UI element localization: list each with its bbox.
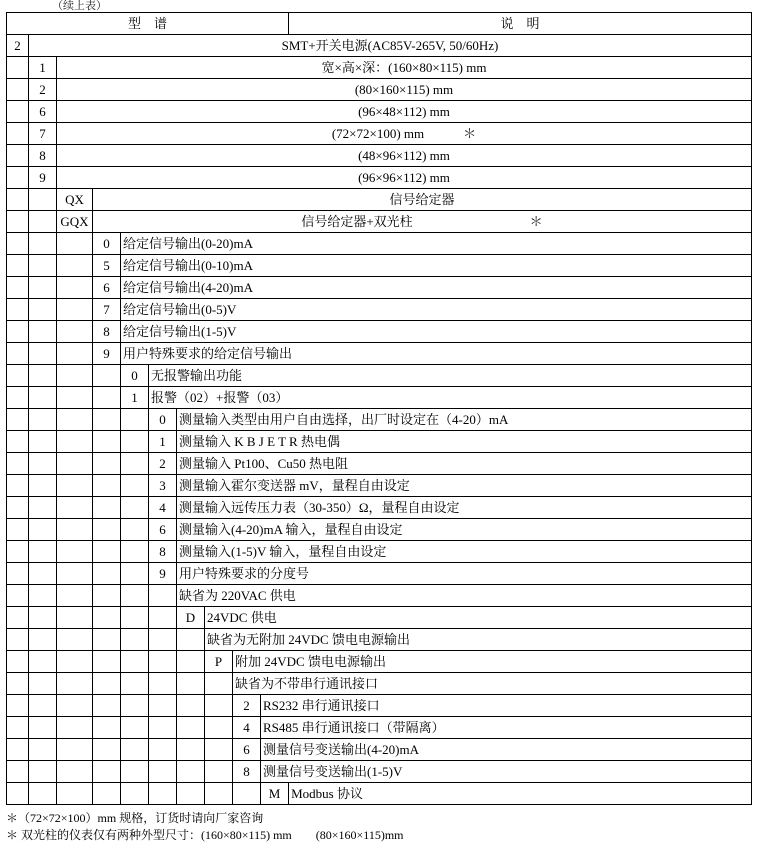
row-text: 24VDC 供电 [205, 607, 752, 629]
row-code: 7 [29, 123, 57, 145]
row-code: 2 [149, 453, 177, 475]
table-row [7, 783, 752, 805]
row-code: 1 [149, 431, 177, 453]
row-code: QX [57, 189, 93, 211]
row-code: 2 [7, 35, 29, 57]
row-code: 6 [233, 739, 261, 761]
row-code: 9 [29, 167, 57, 189]
row-text: 报警（02）+报警（03） [149, 387, 752, 409]
row-text: 测量输入(1-5)V 输入，量程自由设定 [177, 541, 752, 563]
row-text: (96×48×112) mm [57, 101, 752, 123]
row-text: 缺省为 220VAC 供电 [177, 585, 752, 607]
row-text: 测量输入(4-20)mA 输入，量程自由设定 [177, 519, 752, 541]
row-code: 5 [93, 255, 121, 277]
row-text: 缺省为无附加 24VDC 馈电电源输出 [205, 629, 752, 651]
table-row [7, 101, 752, 123]
row-text: (80×160×115) mm [57, 79, 752, 101]
row-code: M [261, 783, 289, 805]
table-row [7, 189, 752, 211]
table-row [7, 519, 752, 541]
table-row [7, 255, 752, 277]
row-code: P [205, 651, 233, 673]
row-code: 6 [29, 101, 57, 123]
row-code: 6 [93, 277, 121, 299]
table-row [7, 299, 752, 321]
row-code: 0 [121, 365, 149, 387]
table-row [7, 717, 752, 739]
table-row [7, 607, 752, 629]
row-code: 6 [149, 519, 177, 541]
table-row [7, 563, 752, 585]
row-text: 给定信号输出(0-20)mA [121, 233, 752, 255]
table-row [7, 695, 752, 717]
table-row [7, 409, 752, 431]
table-row [7, 233, 752, 255]
row-code: 7 [93, 299, 121, 321]
table-row [7, 453, 752, 475]
row-text: (48×96×112) mm [57, 145, 752, 167]
row-text: RS485 串行通讯接口（带隔离） [261, 717, 752, 739]
row-text: 测量输入 K B J E T R 热电偶 [177, 431, 752, 453]
footnote-item: ＊（72×72×100）mm 规格，订货时请向厂家咨询 [6, 811, 264, 825]
row-text: 信号给定器 [93, 189, 752, 211]
table-row [7, 79, 752, 101]
header-model-spectrum: 型 谱 [7, 13, 289, 35]
row-text: (96×96×112) mm [57, 167, 752, 189]
row-code: 8 [233, 761, 261, 783]
table-row [7, 475, 752, 497]
row-text: 给定信号输出(0-10)mA [121, 255, 752, 277]
row-code: D [177, 607, 205, 629]
model-spectrum-table [6, 12, 752, 805]
row-code: 8 [93, 321, 121, 343]
footnote-item: ＊ 双光柱的仪表仅有两种外型尺寸：(160×80×115) mm (80×160×115)mm [6, 828, 404, 842]
row-code: 9 [149, 563, 177, 585]
row-text: 缺省为不带串行通讯接口 [233, 673, 752, 695]
row-text: 用户特殊要求的分度号 [177, 563, 752, 585]
table-row [7, 145, 752, 167]
table-row [7, 761, 752, 783]
footnotes [6, 810, 752, 844]
row-text: 宽×高×深：(160×80×115) mm [57, 57, 752, 79]
row-code: 2 [29, 79, 57, 101]
table-row [7, 387, 752, 409]
row-text: 测量输入类型由用户自由选择，出厂时设定在（4-20）mA [177, 409, 752, 431]
row-text: 测量输入霍尔变送器 mV，量程自由设定 [177, 475, 752, 497]
continued-note: （续上表） [52, 0, 107, 12]
table-row [7, 431, 752, 453]
row-text: 给定信号输出(1-5)V [121, 321, 752, 343]
table-row [7, 277, 752, 299]
row-text: RS232 串行通讯接口 [261, 695, 752, 717]
row-code: 0 [93, 233, 121, 255]
table-row [7, 343, 752, 365]
table-row [7, 739, 752, 761]
table-row [7, 321, 752, 343]
table-row [7, 497, 752, 519]
table-row [7, 651, 752, 673]
row-code: 8 [29, 145, 57, 167]
row-code: 9 [93, 343, 121, 365]
row-text: 给定信号输出(0-5)V [121, 299, 752, 321]
row-text: 测量信号变送输出(4-20)mA [261, 739, 752, 761]
table-row [7, 673, 752, 695]
row-code: 1 [121, 387, 149, 409]
table-row [7, 123, 752, 145]
row-text: 测量信号变送输出(1-5)V [261, 761, 752, 783]
table-row [7, 57, 752, 79]
row-text: (72×72×100) mm ＊ [57, 123, 752, 145]
row-text: Modbus 协议 [289, 783, 752, 805]
row-text: 用户特殊要求的给定信号输出 [121, 343, 752, 365]
row-code: 3 [149, 475, 177, 497]
row-code: 1 [29, 57, 57, 79]
table-header-row [7, 13, 752, 35]
row-text: 测量输入 Pt100、Cu50 热电阻 [177, 453, 752, 475]
row-code: GQX [57, 211, 93, 233]
table-row [7, 585, 752, 607]
row-text: 信号给定器+双光柱 ＊ [93, 211, 752, 233]
table-row [7, 167, 752, 189]
row-text: 无报警输出功能 [149, 365, 752, 387]
row-text: 测量输入远传压力表（30-350）Ω，量程自由设定 [177, 497, 752, 519]
row-code: 4 [149, 497, 177, 519]
table-row [7, 541, 752, 563]
table-row [7, 211, 752, 233]
row-code: 0 [149, 409, 177, 431]
row-text: SMT+开关电源(AC85V-265V, 50/60Hz) [29, 35, 752, 57]
row-code: 8 [149, 541, 177, 563]
table-row [7, 35, 752, 57]
table-row [7, 629, 752, 651]
row-code: 4 [233, 717, 261, 739]
row-text: 给定信号输出(4-20)mA [121, 277, 752, 299]
header-description: 说 明 [289, 13, 752, 35]
row-text: 附加 24VDC 馈电电源输出 [233, 651, 752, 673]
row-code: 2 [233, 695, 261, 717]
table-row [7, 365, 752, 387]
